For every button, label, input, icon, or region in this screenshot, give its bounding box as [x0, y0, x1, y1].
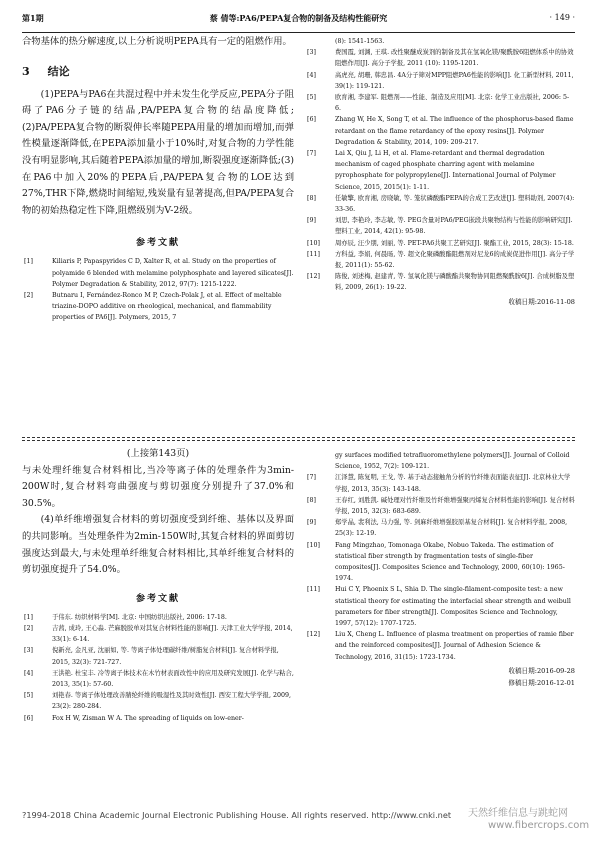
left-column-top [22, 34, 294, 324]
reference-text: 任敏擎, 欧育湘, 房晓敏, 等. 笼状磷酸酯PEPA的合成工艺改进[J]. 塑料助剂, 2007(4): 33-36. [335, 194, 575, 214]
reference-text: 刘思, 李艳玲, 李志敏, 等. PEG含量对PA6/PEG嵌段共聚物结构与性能的影响研究[J]. 塑料工业, 2014, 42(1): 95-98. [335, 217, 573, 236]
continued-paragraph: 合物基体的热分解速度,以上分析说明PEPA具有一定的阻燃作用。 [22, 36, 292, 47]
reference-number: [8] [307, 194, 316, 202]
reference-number: [4] [24, 669, 33, 677]
reference-number: [7] [307, 474, 316, 482]
reference-item [22, 645, 294, 667]
received-date: 收稿日期:2016-11-08 [508, 297, 575, 306]
reference-text: 陈俊, 刘述梅, 赵建青, 等. 氢氧化镁与磷酸酯共聚物协同阻燃聚酰胺6[J]. 合成树脂及塑料, 2009, 26(1): 19-22. [335, 273, 575, 292]
reference-number: [1] [24, 613, 33, 621]
reference-text: Liu X, Cheng L. Influence of plasma treatment on properties of ramie fiber and the reinforced composites[J]. Journal of Adhesion Science & Technology, 2016, 31(15): 1723-1734. [335, 631, 574, 661]
reference-item [305, 114, 575, 148]
reference-text: 周亦辰, 汪少朋, 刘丽, 等. PET-PA6共聚工艺研究[J]. 聚酯工业, 2015, 28(3): 15-18. [335, 239, 574, 247]
reference-item [305, 148, 575, 193]
reference-number: [3] [307, 49, 316, 57]
reference-number: [5] [24, 692, 33, 700]
page-number: · 149 · [549, 13, 575, 22]
watermark-url: www.fibercrops.com [488, 820, 590, 831]
reference-item [305, 629, 575, 663]
section-heading [22, 63, 294, 79]
reference-number: [8] [307, 496, 316, 504]
reference-number: [9] [307, 217, 316, 225]
reference-text: 方科益, 李娟, 何晨旸, 等. 超文化聚磷酸酯阻燃剂对尼龙6的成炭促进作用[J]. 高分子学报, 2011(1): 55-62. [335, 250, 575, 270]
references-title: 参考文献 [135, 593, 180, 604]
reference-item [305, 215, 575, 237]
reference-item [305, 249, 575, 271]
reference-item [305, 47, 575, 69]
reference-text: Zhang W, He X, Song T, et al. The influence of the phosphorus-based flame retardant on the flame retardancy of the epoxy resins[J]. Polymer Degradation & Stability, 2014, 109: 209-217. [335, 116, 574, 146]
reference-text: Fang Mingzhao, Tomonaga Okabe, Nobuo Takeda. The estimation of statistical fiber strength by fragmentation tests of single-fiber composites[J]. Composites Science and Technology, 2000, 60(10): 1965-1974. [335, 541, 565, 583]
result-paragraph: 与未处理纤维复合材料相比,当冷等离子体的处理条件为3min-200W时,复合材料弯曲强度与剪切强度分别提升了37.0%和30.5%。 [22, 464, 294, 509]
reference-item [305, 472, 575, 494]
reference-text: 王春红, 刘胜凯. 碱处理对竹纤维及竹纤维增强聚丙烯复合材料性能的影响[J]. 复合材料学报, 2015, 32(3): 683-689. [335, 496, 575, 516]
reference-text: (8): 1541-1563. [335, 38, 385, 45]
copyright-footer: ?1994-2018 China Academic Journal Electronic Publishing House. All rights reserved. http://www.cnki.net [22, 810, 452, 820]
reference-item [22, 668, 294, 690]
revised-date: 修稿日期:2016-12-01 [508, 678, 575, 687]
reference-item [22, 690, 294, 712]
reference-text: 刘艳春. 等离子体处理改善腈纶纤维的吸湿性及其时效性[J]. 西安工程大学学报, 2009, 23(2): 280-284. [52, 692, 291, 711]
reference-number: [10] [307, 541, 320, 549]
article-separator [22, 440, 575, 441]
reference-number: [10] [307, 239, 320, 247]
reference-item [305, 540, 575, 585]
right-column-bottom [305, 450, 575, 689]
article-separator [22, 437, 575, 438]
right-column-top [305, 36, 575, 308]
reference-list [305, 36, 575, 294]
reference-item [305, 92, 575, 114]
continuation-note: (上接第143页) [126, 448, 190, 459]
running-title: 蔡 倩等:PA6/PEPA复合物的制备及结构性能研究 [209, 13, 388, 23]
reference-text: Fox H W, Zisman W A. The spreading of liquids on low-ener- [52, 714, 244, 722]
reference-text: 江泽慧, 陈复明, 王戈, 等. 基于动态接触角分析的竹纤维表面能表征[J]. 北京林业大学学报, 2013, 35(3): 143-148. [335, 474, 571, 493]
reference-number: [2] [24, 624, 33, 632]
reference-text: 郑学晶, 裴利法, 马力强, 等. 剑麻纤维增强胶原基复合材料[J]. 复合材料学报, 2008, 25(3): 12-19. [335, 519, 568, 538]
reference-text: gy surfaces modified tetrafluoromethylene polymers[J]. Journal of Colloid Science, 1952, 7(2): 109-121. [335, 452, 570, 471]
result-paragraph: (4)单纤维增强复合材料的剪切强度受到纤维、基体以及界面的共同影响。当处理条件为2min-150W时,其复合材料的界面剪切强度达到最大,与未处理单纤维复合材料相比,其单纤维复合材料的剪切强度提升了54.0%。 [22, 514, 294, 576]
reference-item [305, 495, 575, 517]
reference-number: [5] [307, 94, 316, 102]
reference-item [22, 612, 294, 623]
reference-item [22, 256, 294, 290]
reference-item [22, 713, 294, 724]
reference-number: [6] [24, 714, 33, 722]
reference-text: 欧育湘, 李建军. 阻燃剂——性能、制造及应用[M]. 北京: 化学工业出版社, 2006: 5-6. [335, 94, 570, 113]
reference-item [305, 517, 575, 539]
reference-number: [6] [307, 116, 316, 124]
reference-item [22, 623, 294, 645]
received-date: 收稿日期:2016-09-28 [508, 666, 575, 675]
reference-number: [11] [307, 586, 320, 594]
reference-text: 于伟东. 纺织材料学[M]. 北京: 中国纺织出版社, 2006: 17-18. [52, 613, 227, 621]
reference-list [22, 612, 294, 724]
reference-number: [12] [307, 273, 320, 281]
reference-text: Lai X, Qiu J, Li H, et al. Flame-retardant and thermal degradation mechanism of caged phosphate charring agent with melamine pyrophosphate for polypropylene[J]. International Journal of Polymer Science, 2015, 2015(1): 1-11. [335, 150, 556, 191]
reference-number: [11] [307, 250, 320, 258]
reference-text: 吉茜, 成玲, 王心淼. 芒麻脱胶单对其复合材料性能的影响[J]. 天津工业大学学报, 2014, 33(1): 6-14. [52, 624, 293, 644]
reference-number: [2] [24, 291, 33, 299]
reference-list [22, 256, 294, 323]
reference-number: [4] [307, 71, 316, 79]
reference-text: Butnaru I, Fernández-Ronco M P, Czech-Polak J, et al. Effect of meltable triazine-DOPO additive on rheological, mechanical, and flammability properties of PA6[J]. Polymers, 2015, 7 [52, 291, 282, 322]
issue-number: 第1期 [22, 13, 44, 23]
reference-text: Kiliaris P, Papaspyrides C D, Xalter R, et al. Study on the properties of polyamide 6 blended with melamine polyphosphate and layered silicates[J]. Polymer Degradation & Stability, 2012, 97(7): 1215-1222. [52, 258, 294, 288]
reference-list [305, 450, 575, 663]
reference-item [305, 584, 575, 629]
header-rule [22, 32, 575, 33]
running-header [22, 10, 575, 26]
reference-item [305, 271, 575, 293]
reference-item [305, 193, 575, 215]
reference-number: [9] [307, 519, 316, 527]
conclusion-paragraph: (1)PEPA与PA6在共混过程中并未发生化学反应,PEPA分子阻碍了PA6分子链的结晶,PA/PEPA复合物的结晶度降低;(2)PA/PEPA复合物的断裂伸长率随PEPA用量的增加而增加,而弹性模量逐渐降低,在PEPA添加量小于10%时,对复合物的力学性能没有明显影响,其后随着PEPA添加量的增加,断裂强度逐渐降低;(3)在PA6中加入20%的PEPA后,PA/PEPA复合物的LOE达到27%,THR下降,燃烧时间缩短,残炭量有显著提高,但PA/PEPA复合物的初始热稳定性下降,阻燃级别为V-2级。 [22, 88, 294, 216]
reference-text: 费国霞, 刘渊, 王琪. 改性聚醚成炭剂的制备及其在氢氧化镁/聚酰胺6阻燃体系中的协效阻燃作用[J]. 高分子学报, 2011 (10): 1195-1201. [335, 49, 574, 68]
reference-text: 高虎亮, 胡珊, 韩忠昌. 4A分子筛对MPP阻燃PA6性能的影响[J]. 化工新型材料, 2011, 39(1): 119-121. [335, 71, 574, 90]
reference-text: 倪新亮, 金凡亚, 沈丽如, 等. 等离子体处理碳纤维/树脂复合材料[J]. 复合材料学报, 2015, 32(3): 721-727. [52, 647, 279, 666]
watermark-text: 天然纤维信息与跳蛇网 [468, 808, 568, 819]
reference-item [305, 36, 575, 47]
section-title: 结论 [47, 64, 70, 78]
reference-number: [1] [24, 258, 33, 266]
reference-text: Hui C Y, Phoenix S L, Shia D. The single-filament-composite test: a new statistical theory for estimating the interfacial shear strength and weibull parameters for fiber strength[J]. Composites Science and Technology, 1997, 57(12): 1707-1725. [335, 586, 571, 628]
reference-number: [12] [307, 631, 320, 639]
reference-item [305, 70, 575, 92]
references-title: 参考文献 [135, 238, 180, 249]
reference-item [22, 290, 294, 324]
reference-number: [3] [24, 647, 33, 655]
reference-item [305, 238, 575, 249]
section-number: 3 [22, 64, 30, 78]
left-column-bottom [22, 446, 294, 724]
reference-item [305, 450, 575, 472]
reference-number: [7] [307, 150, 316, 158]
reference-text: 王洪艳. 杜宝丰. 冷等离子体技术在木竹材表面改性中的应用及研究发展[J]. 化学与粘合, 2013, 35(1): 57-60. [52, 669, 294, 688]
